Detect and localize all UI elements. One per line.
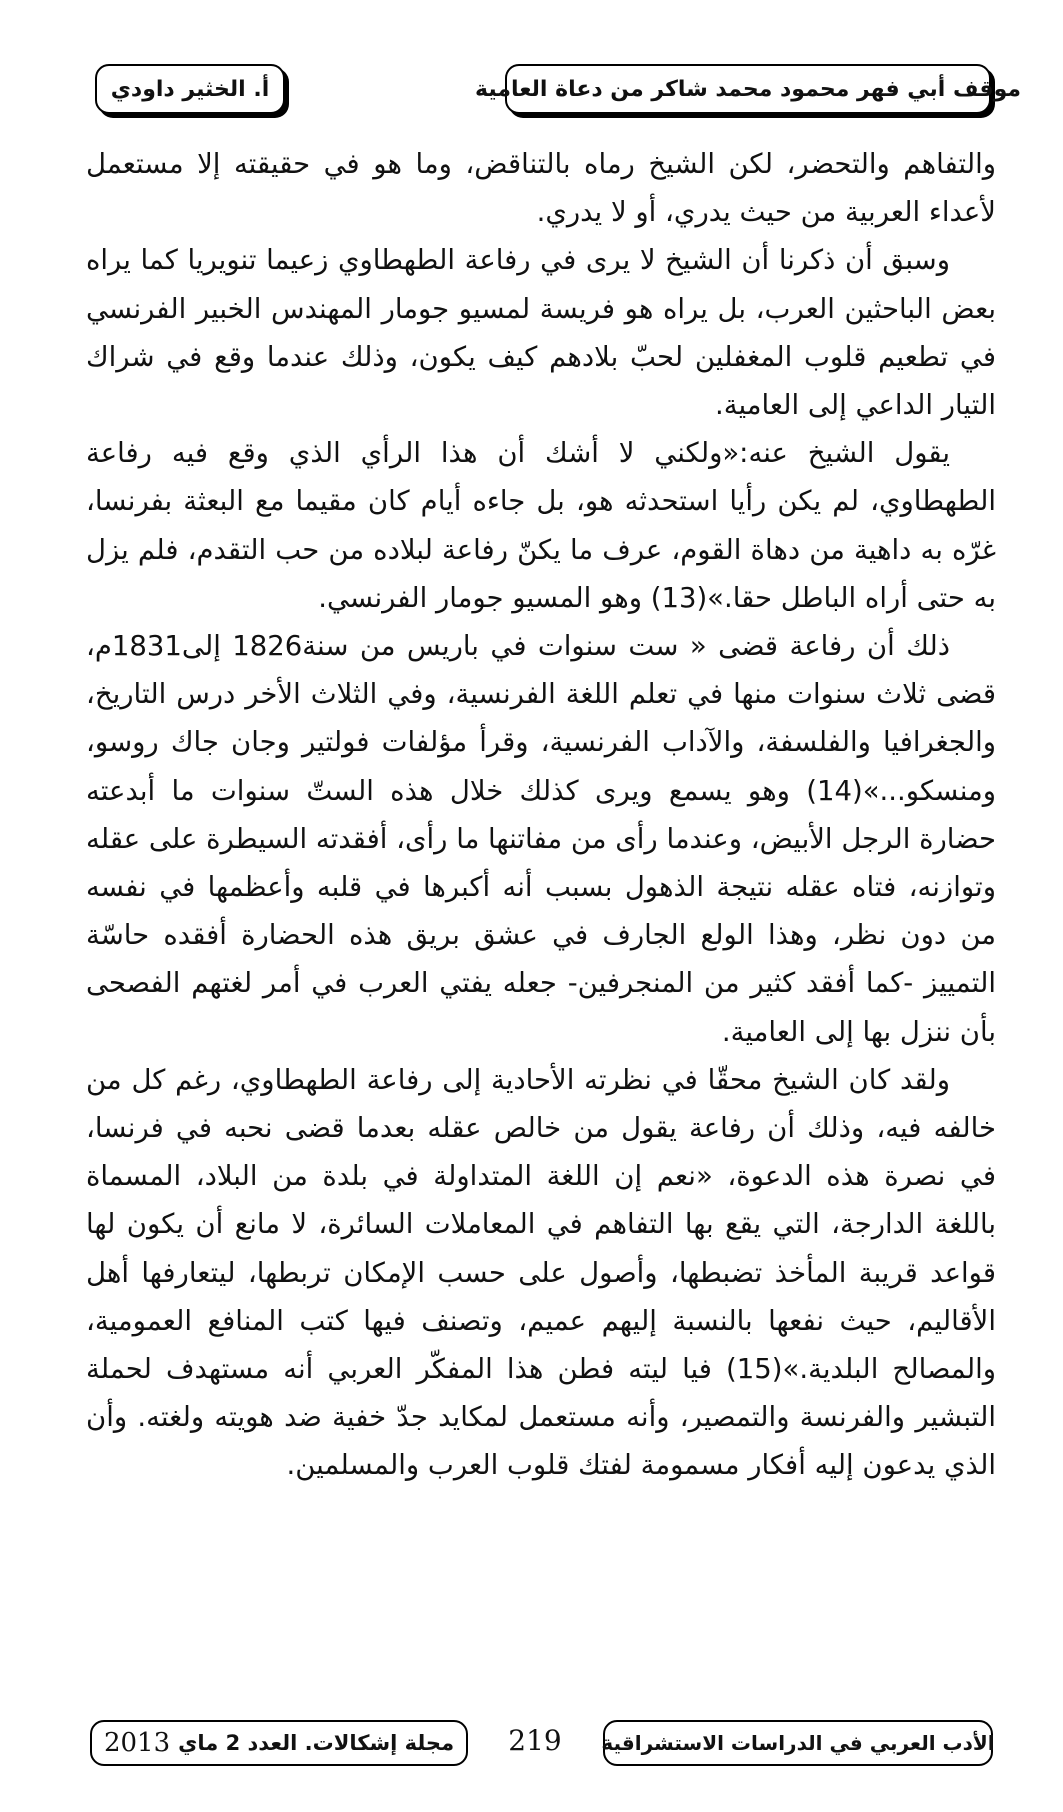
paragraph-4: ذلك أن رفاعة قضى « ست سنوات في باريس من سنة1826 إلى1831م، قضى ثلاث سنوات منها في تعلم اللغة الفرنسية، وفي الثلاث الأخر درس التاريخ، والجغرافيا والفلسفة، والآداب الفرنسية، وقرأ مؤلفات فولتير وجان جاك روسو، ومنسكو...»(14) وهو يسمع ويرى كذلك خلال هذه الستّ سنوات ما أبدعته حضارة الرجل الأبيض، وعندما رأى من مفاتنها ما رأى، أفقدته السيطرة على عقله وتوازنه، فتاه عقله نتيجة الذهول بسبب أنه أكبرها في قلبه وأعظمها في نفسه من دون نظر، وهذا الولع الجارف في عشق بريق هذه الحضارة أفقده حاسّة التمييز -كما أفقد كثير من المنجرفين- جعله يفتي العرب في أمر لغتهم الفصحى بأن ننزل بها إلى العامية. [86,630,996,1048]
paragraph-5: ولقد كان الشيخ محقّا في نظرته الأحادية إلى رفاعة الطهطاوي، رغم كل من خالفه فيه، وذلك أن رفاعة يقول من خالص عقله بعدما قضى نحبه في فرنسا، في نصرة هذه الدعوة، «نعم إن اللغة المتداولة في بلدة من البلاد، المسماة باللغة الدارجة، التي يقع بها التفاهم في المعاملات السائرة، لا مانع أن يكون لها قواعد قريبة المأخذ تضبطها، وأصول على حسب الإمكان تربطها، ليتعارفها أهل الأقاليم، حيث نفعها بالنسبة إليهم عميم، وتصنف فيها كتب المنافع العمومية، والمصالح البلدية.»(15) فيا ليته فطن هذا المفكّر العربي أنه مستهدف لحملة التبشير والفرنسة والتمصير، وأنه مستعمل لمكايد جدّ خفية ضد هويته ولغته. وأن الذي يدعون إليه أفكار مسمومة لفتك قلوب العرب والمسلمين. [86,1063,996,1482]
paragraph-3: يقول الشيخ عنه:«ولكني لا أشك أن هذا الرأي الذي وقع فيه رفاعة الطهطاوي، لم يكن رأيا استحدثه هو، بل جاءه أيام كان مقيما مع البعثة بفرنسا، غرّه به داهية من دهاة القوم، عرف ما يكنّ رفاعة لبلاده من حب التقدم، فلم يزل به حتى أراه الباطل حقا.»(13) وهو المسيو جومار الفرنسي. [86,437,996,614]
page-number: 219 [508,1724,562,1757]
footer-year: 2013 [103,1728,171,1758]
header-title-text: موقف أبي فهر محمود محمد شاكر من دعاة العامية [475,76,1021,102]
footer-section-text: الأدب العربي في الدراسات الاستشراقية [601,1731,995,1755]
running-header-title [475,64,1021,114]
footer-issue-text: مجلة إشكالات. العدد 2 ماي [178,1731,455,1755]
header-author-text: أ. الخثير داودي [110,76,270,102]
running-header-author [95,64,285,114]
paragraph-1: والتفاهم والتحضر، لكن الشيخ رماه بالتناقض، وما هو في حقيقته إلا مستعمل لأعداء العربية من حيث يدري، أو لا يدري. [86,148,996,229]
paragraph-2: وسبق أن ذكرنا أن الشيخ لا يرى في رفاعة الطهطاوي زعيما تنويريا كما يراه بعض الباحثين العرب، بل يراه هو فريسة لمسيو جومار المهندس الخبير الفرنسي في تطعيم قلوب المغفلين لحبّ بلادهم كيف يكون، وذلك عندما وقع في شراك التيار الداعي إلى العامية. [86,244,996,422]
article-body [86,140,996,1490]
footer-journal-issue [90,1720,468,1766]
footer-journal-section [603,1720,993,1766]
